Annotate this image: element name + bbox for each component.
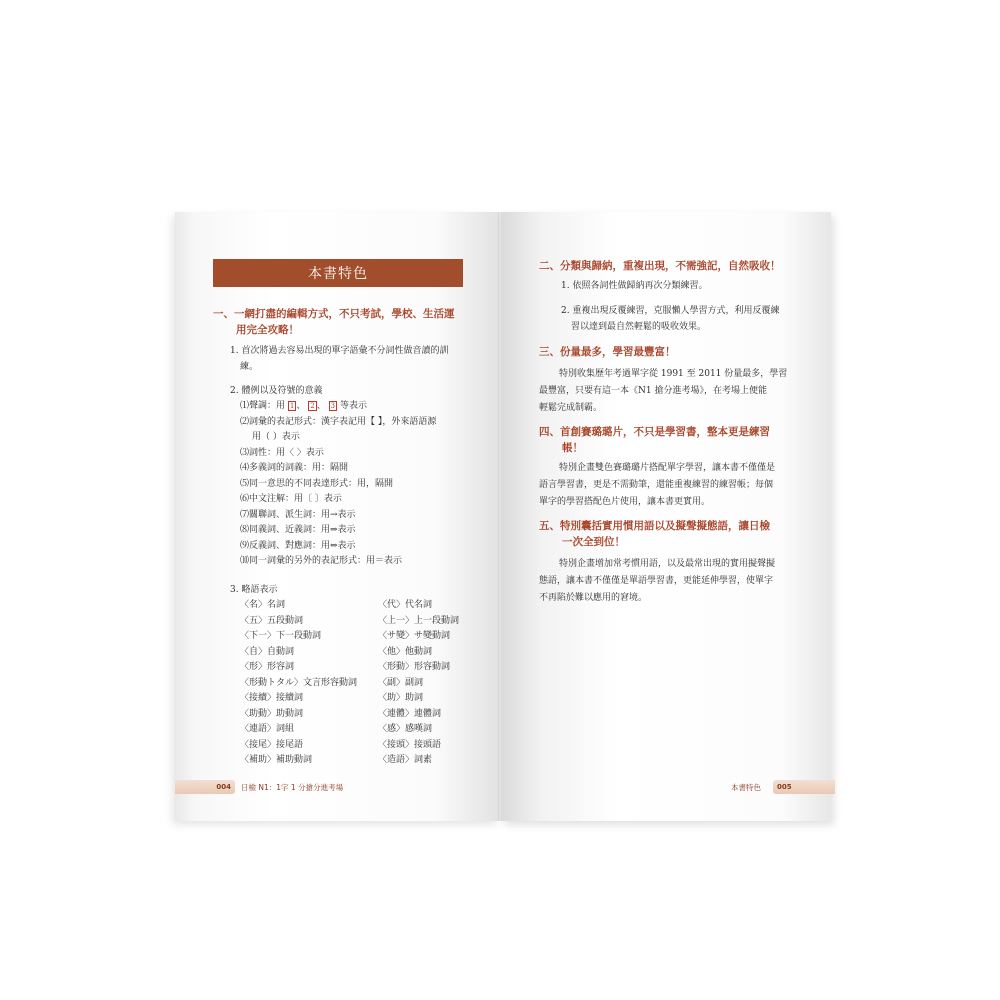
abbr-item: 〈自〉自動詞 [240, 646, 295, 657]
footer-section-title: 本書特色 [731, 783, 761, 792]
abbr-item: 〈連語〉詞組 [240, 724, 295, 734]
abbr-item: 〈接尾〉接尾語 [240, 739, 304, 750]
tone-box-1: 1 [289, 402, 295, 410]
abbr-list-right [378, 598, 459, 769]
item-3-title: 3. 略語表示 [230, 585, 278, 595]
abbr-item: 〈他〉他動詞 [378, 646, 433, 657]
symbol-line: 用（ ）表示 [252, 432, 300, 442]
symbol-list [240, 399, 436, 570]
heading-1 [213, 306, 455, 338]
abbr-item: 〈接續〉接續詞 [240, 693, 304, 703]
footer-book-title: 日檢 N1：1字 1 分搶分進考場 [241, 783, 344, 792]
abbr-item: 〈五〉五段動詞 [240, 615, 304, 626]
item-1 [230, 344, 448, 375]
heading-5-paragraph: 特別企畫增加常考慣用語，以及最常出現的實用擬聲擬 態語，讓本書不僅僅是單語學習書，更能延伸學習，使單字 不再陷於難以應用的窘境。 [539, 559, 776, 603]
item-2-title: 2. 體例以及符號的意義 [230, 386, 323, 396]
abbr-item: 〈形動トタル〉文言形容動詞 [240, 677, 358, 688]
item-1-line2: 練。 [240, 361, 259, 372]
abbr-list-left [240, 598, 357, 769]
item-1-line1: 1. 首次將過去容易出現的單字語彙不分詞性做音讀的訓 [230, 346, 449, 356]
heading-4 [539, 424, 770, 456]
heading-2-item-2-line1: 2. 重複出現反覆練習，克服懶人學習方式，利用反覆練 [561, 306, 780, 316]
symbol-line: ⑸同一意思的不同表達形式：用，隔開 [240, 478, 394, 489]
symbol-line: ⑻同義詞、近義詞：用⇒表示 [240, 525, 356, 535]
symbol-line: ⑶詞性：用〈 〉表示 [240, 447, 324, 458]
left-page [175, 212, 500, 821]
abbr-item: 〈副〉副詞 [378, 677, 424, 688]
tone-box-3: 3 [330, 402, 336, 410]
heading-4-line2: 帳！ [562, 442, 583, 454]
symbol-line: ⑵詞彙的表記形式：漢字表記用【 】，外來語語源 [240, 416, 437, 427]
symbol-line-tone: ⑴聲調：用 1 、 2 、 3 等表示 [240, 401, 367, 411]
heading-5 [539, 518, 770, 550]
tone-box-2: 2 [310, 402, 315, 410]
heading-3: 三、份量最多，學習最豐富！ [539, 346, 676, 358]
heading-1-line1: 一、一網打盡的編輯方式，不只考試，學校、生活運 [213, 308, 455, 320]
symbol-line: ⑹中文注解：用〔 〕表示 [240, 494, 342, 504]
abbr-item: 〈助〉助詞 [378, 693, 424, 703]
heading-1-line2: 用完全攻略！ [236, 324, 299, 336]
abbr-item: 〈助動〉助動詞 [240, 708, 304, 719]
page-number-tab [175, 780, 235, 794]
page-number: 005 [777, 783, 792, 791]
abbr-item: 〈形〉形容詞 [240, 662, 295, 672]
heading-3-paragraph: 特別收集歷年考過單字從 1991 至 2011 份量最多，學習 最豐富，只要有這一本《N1 搶分進考場》，在考場上便能 輕鬆完成制霸。 [539, 369, 788, 413]
page-number-tab [773, 780, 835, 794]
abbr-item: 〈サ變〉サ變動詞 [378, 631, 451, 641]
heading-5-line1: 五、特別囊括實用慣用語以及擬聲擬態語，讓日檢 [539, 520, 770, 532]
heading-4-line1: 四、首創賽璐璐片，不只是學習書，整本更是練習 [539, 426, 770, 438]
page-number: 004 [216, 783, 231, 791]
abbr-item: 〈接頭〉接頭語 [378, 739, 442, 750]
symbol-line: ⑷多義詞的詞義：用：隔開 [240, 463, 349, 473]
heading-2-item-2-line2: 習以達到最自然輕鬆的吸收效果。 [571, 321, 707, 332]
abbr-item: 〈造語〉詞素 [378, 755, 433, 765]
abbr-item: 〈名〉名詞 [240, 600, 286, 610]
heading-2: 二、分類與歸納，重複出現，不需強記，自然吸收！ [539, 260, 781, 272]
symbol-line: ⑽同一詞彙的另外的表記形式：用＝表示 [240, 556, 403, 566]
symbol-line: ⑺關聯詞、派生詞：用→表示 [240, 509, 356, 520]
abbr-item: 〈形動〉形容動詞 [378, 662, 451, 672]
heading-2-item-2 [561, 304, 779, 335]
abbr-item: 〈代〉代名詞 [378, 600, 433, 610]
section-title: 本書特色 [213, 259, 463, 287]
abbr-item: 〈下一〉下一段動詞 [240, 631, 322, 641]
abbr-item: 〈補助〉補助動詞 [240, 755, 313, 765]
symbol-line: ⑼反義詞、對應詞：用⇔表示 [240, 540, 356, 551]
abbr-item: 〈上一〉上一段動詞 [378, 615, 460, 626]
right-page [501, 212, 831, 821]
heading-2-item-1: 1. 依照各詞性做歸納再次分類練習。 [561, 281, 708, 291]
heading-4-paragraph: 特別企畫雙色賽璐璐片搭配單字學習，讓本書不僅僅是 語言學習書，更是不需動筆，還能重複練習的練習帳；每個 單字的學習搭配色片使用，讓本書更實用。 [539, 463, 776, 507]
heading-5-line2: 一次全到位！ [562, 536, 625, 548]
abbr-item: 〈感〉感嘆詞 [378, 724, 433, 734]
abbr-item: 〈連體〉連體詞 [378, 708, 442, 719]
